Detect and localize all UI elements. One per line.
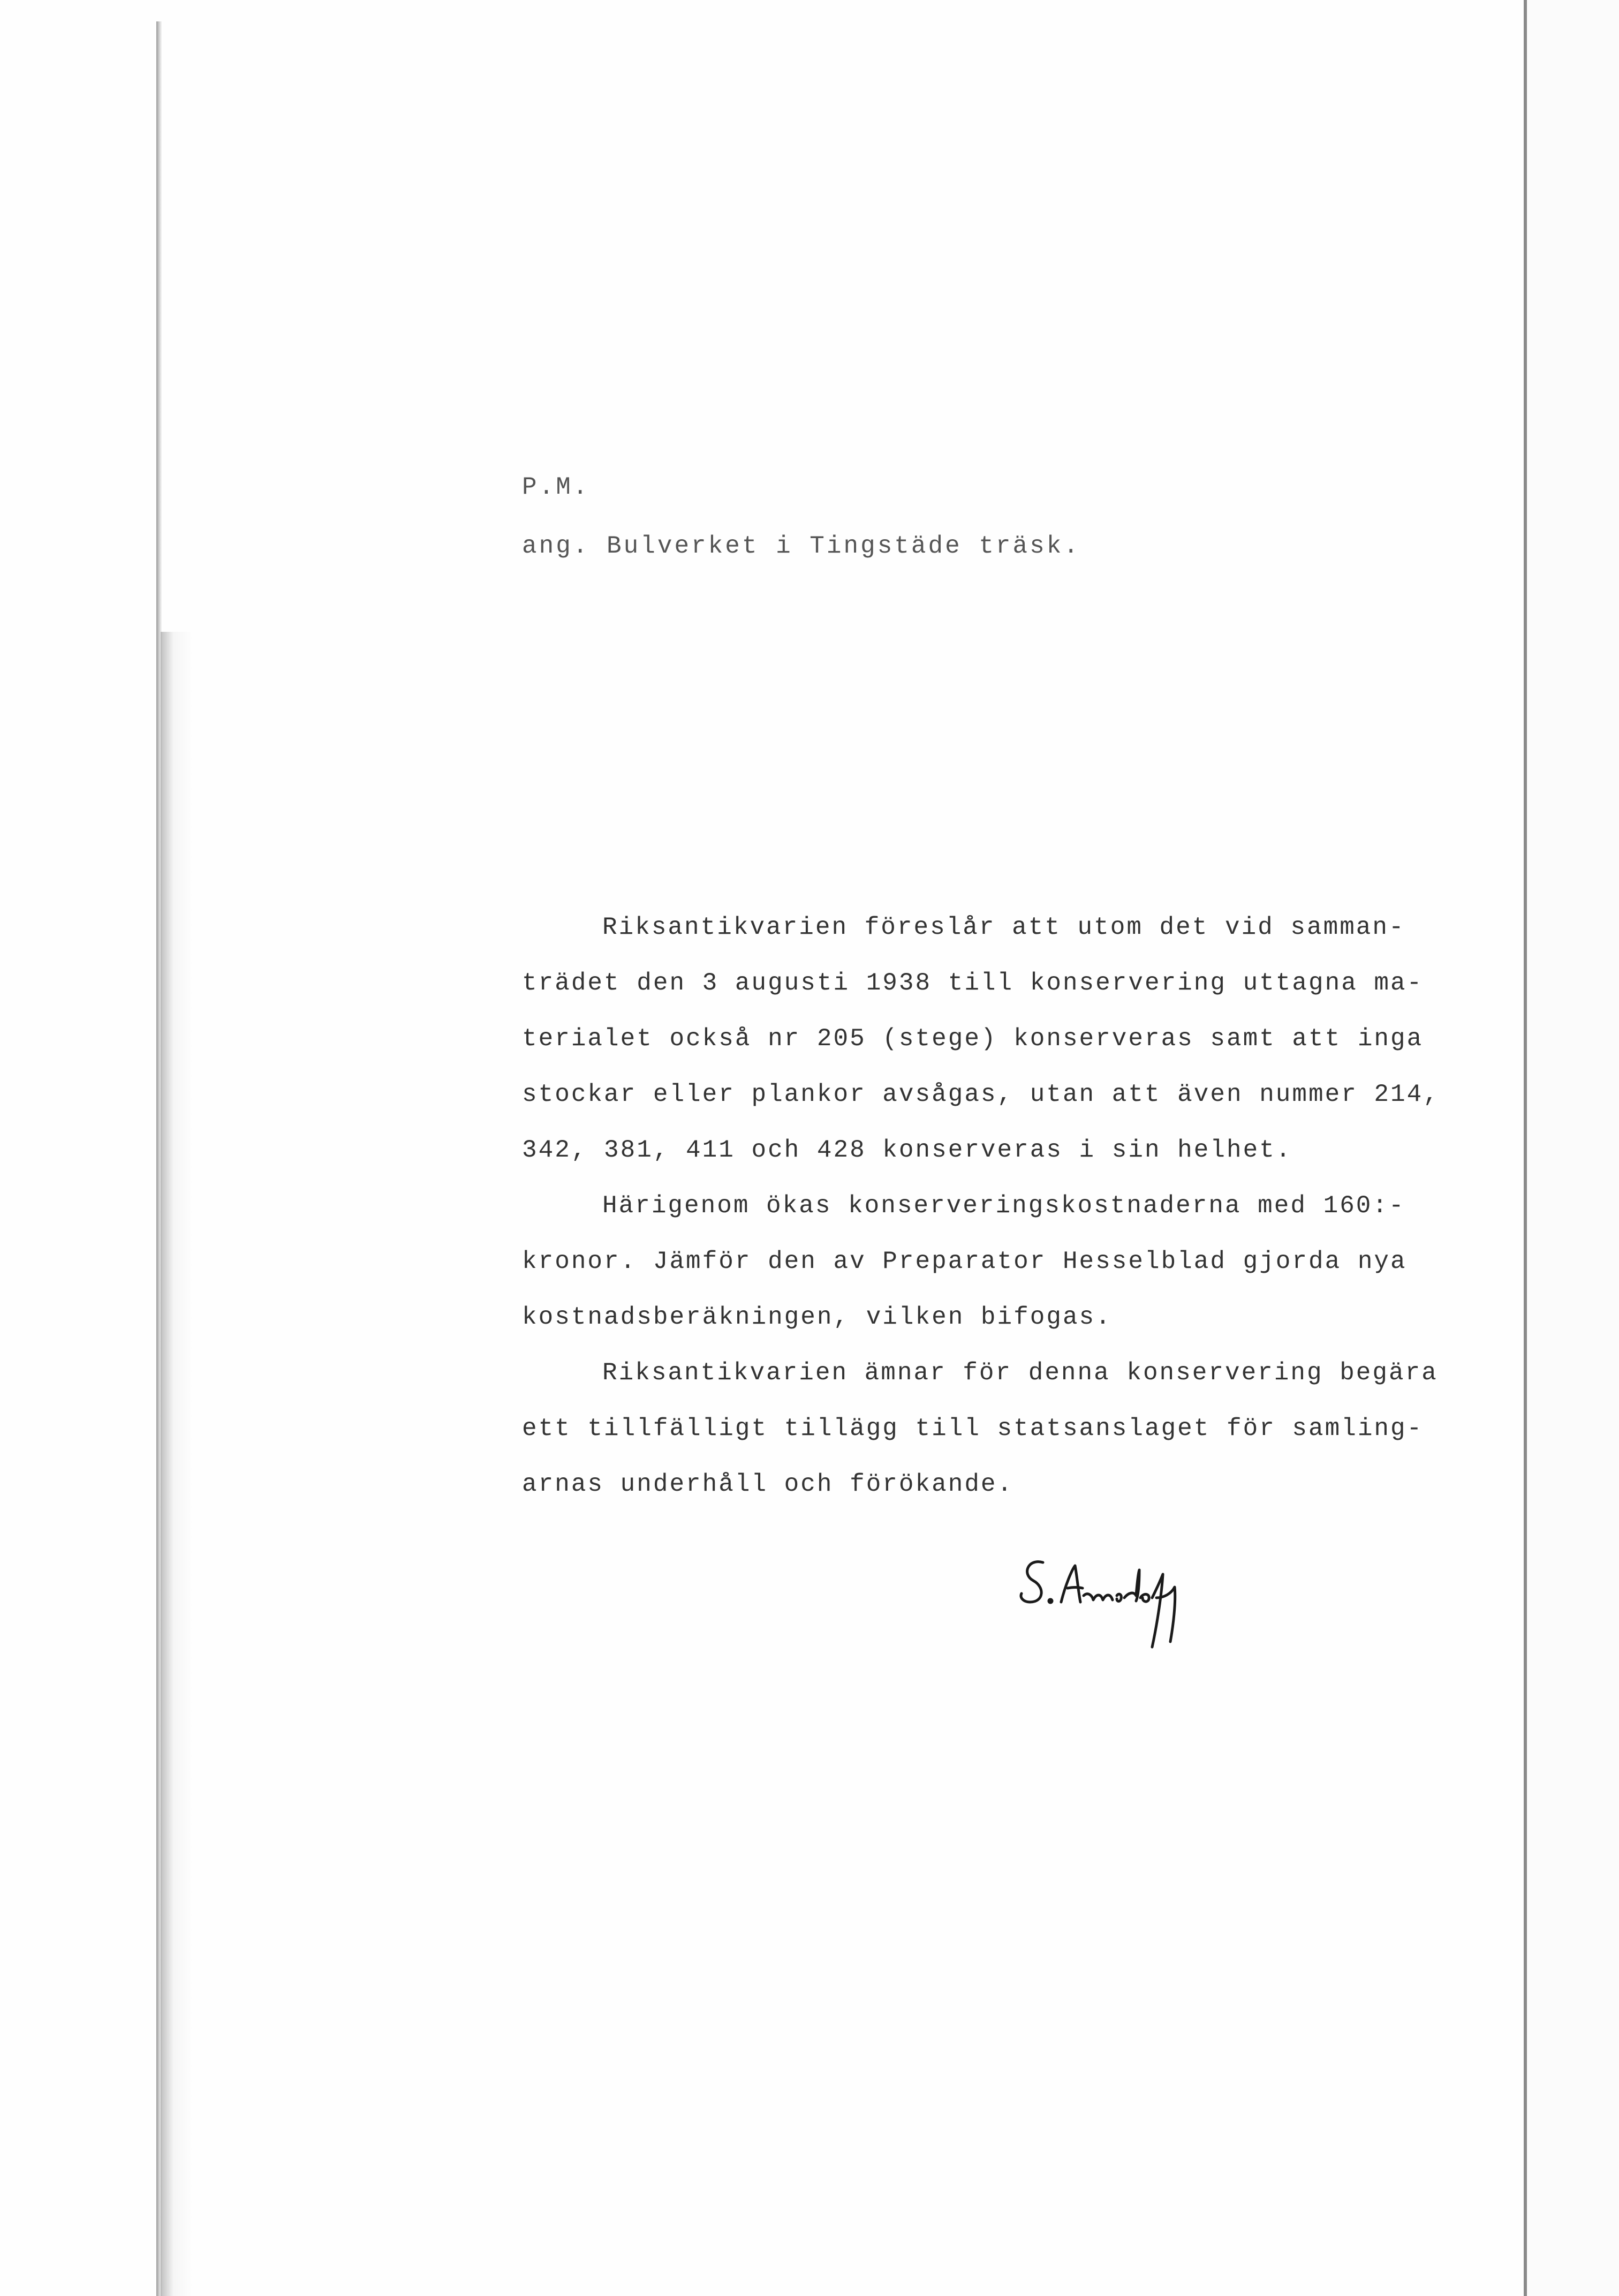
memo-body [522, 900, 1440, 1512]
body-line: stockar eller plankor avsågas, utan att även nummer 214, [522, 1081, 1440, 1108]
body-line: trädet den 3 augusti 1938 till konservering uttagna ma- [522, 969, 1424, 997]
body-line: kostnadsberäkningen, vilken bifogas. [522, 1303, 1112, 1331]
memo-label: P.M. [522, 473, 590, 501]
body-line: Riksantikvarien ämnar för denna konservering begära [602, 1359, 1438, 1387]
body-line: 342, 381, 411 och 428 konserveras i sin helhet. [522, 1136, 1292, 1164]
body-line: Härigenom ökas konserveringskostnaderna med 160:- [602, 1192, 1405, 1220]
body-line: kronor. Jämför den av Preparator Hesselblad gjorda nya [522, 1248, 1407, 1275]
body-line: ett tillfälligt tillägg till statsanslaget för samling- [522, 1415, 1424, 1442]
memo-subject: ang. Bulverket i Tingstäde träsk. [522, 532, 1080, 560]
body-line: terialet också nr 205 (stege) konserveras samt att inga [522, 1025, 1424, 1053]
binding-shadow [161, 632, 193, 2296]
body-line: Riksantikvarien föreslår att utom det vid samman- [602, 913, 1405, 941]
body-line: arnas underhåll och förökande. [522, 1470, 1014, 1498]
memo-header [522, 458, 1080, 576]
page-right-margin [1527, 0, 1619, 2296]
signature-drawing [1012, 1542, 1205, 1660]
handwritten-signature [1012, 1542, 1205, 1660]
